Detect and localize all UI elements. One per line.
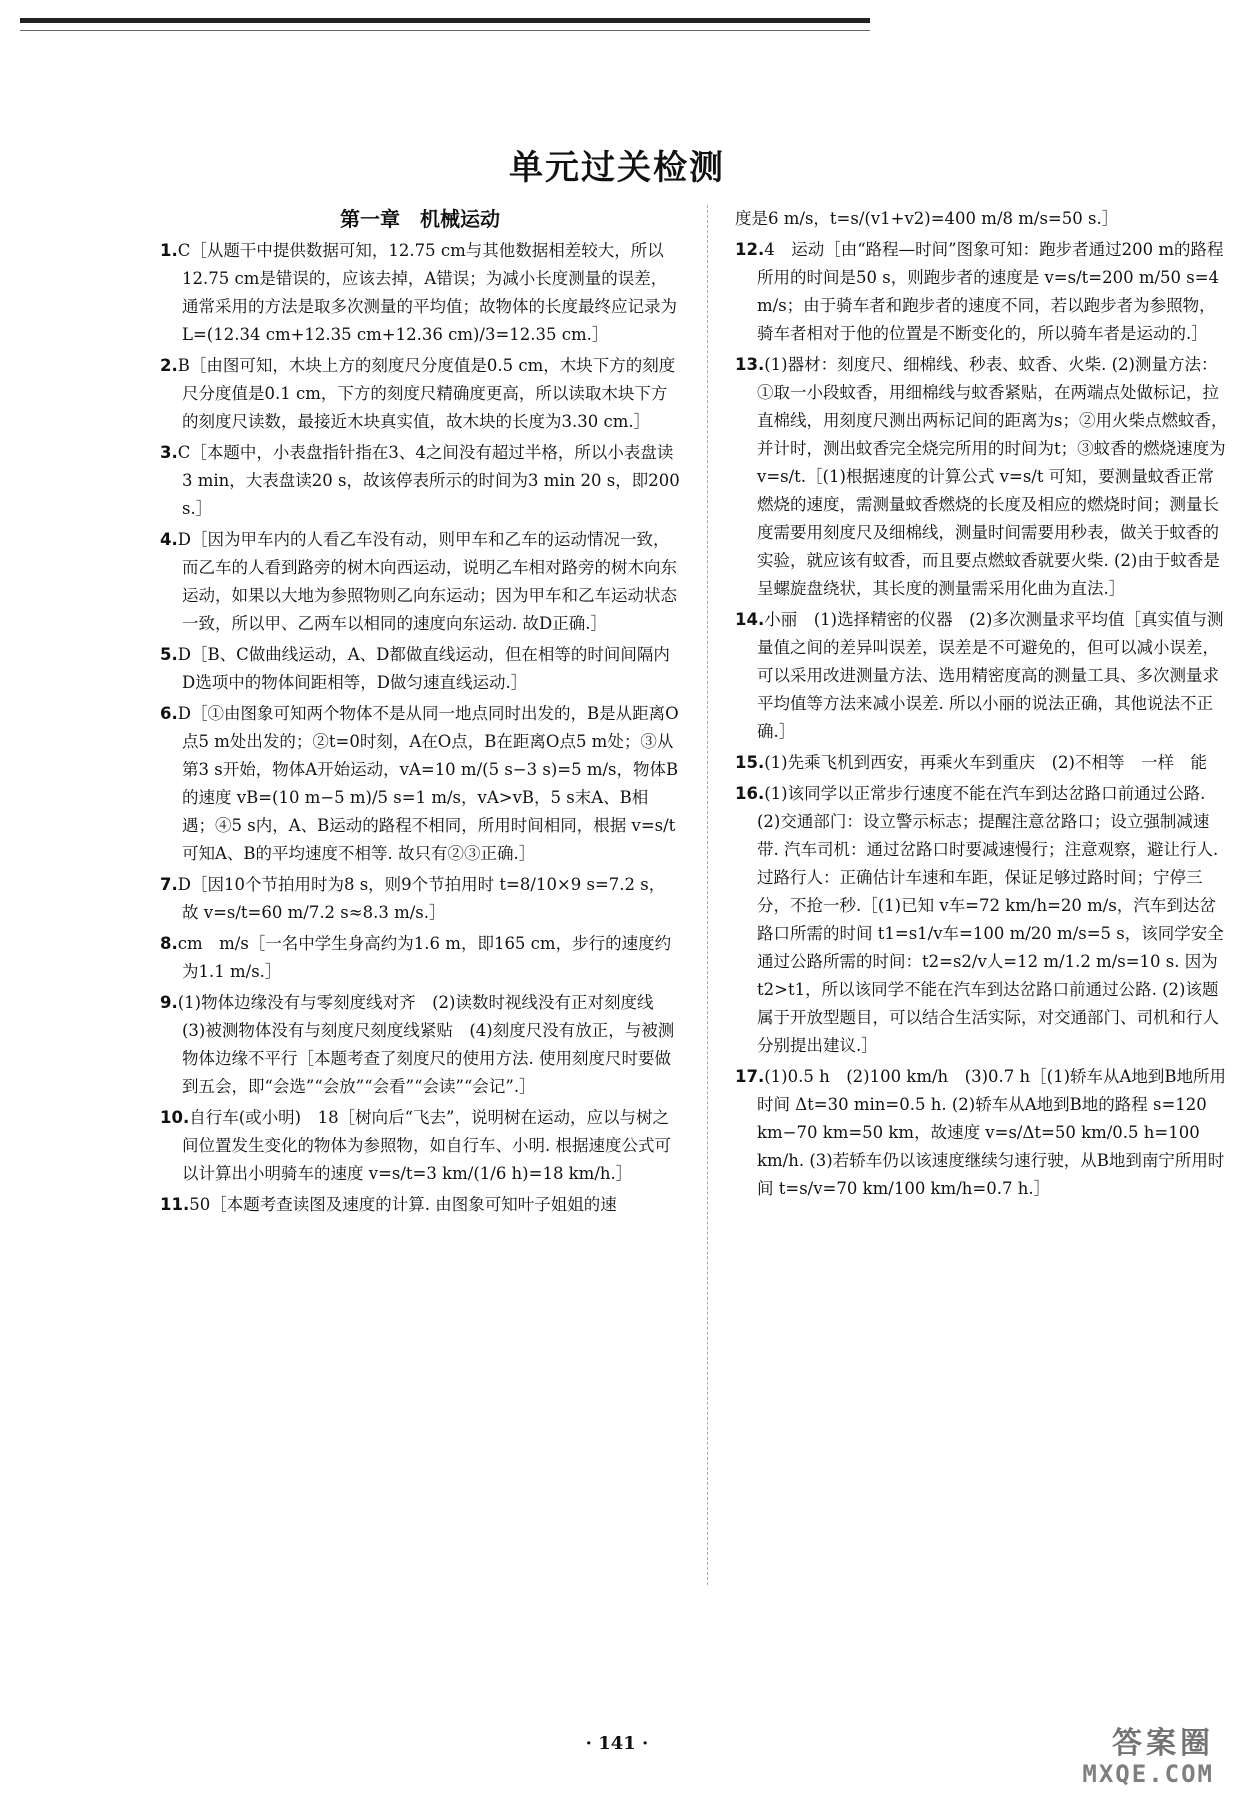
page-title: 单元过关检测	[509, 148, 725, 188]
right-column	[735, 205, 1230, 1206]
answer-text: C［从题干中提供数据可知，12.75 cm与其他数据相差较大，所以12.75 cm是错误的，应该去掉，A错误；为减小长度测量的误差，通常采用的方法是取多次测量的平均值；故物体的长度最终应记录为 L=(12.34 cm+12.35 cm+12.36 cm)/3=12.35 cm.］	[177, 241, 677, 344]
answer-number: 6.	[160, 704, 178, 723]
answer-item	[160, 352, 680, 436]
answer-text: D［①由图象可知两个物体不是从同一地点同时出发的，B是从距离O点5 m处出发的；②t=0时刻，A在O点，B在距离O点5 m处；③从第3 s开始，物体A开始运动，vA=10 m/(5 s−3 s)=5 m/s，物体B的速度 vB=(10 m−5 m)/5 s=1 m/s，vA>vB，5 s末A、B相遇；④5 s内，A、B运动的路程不相同，所用时间相同，根据 v=s/t 可知A、B的平均速度不相等. 故只有②③正确.］	[177, 704, 679, 863]
answer-text: 度是6 m/s，t=s/(v1+v2)=400 m/8 m/s=50 s.］	[735, 209, 1119, 228]
answer-item	[160, 930, 680, 986]
column-divider	[707, 205, 708, 1585]
answer-item	[160, 700, 680, 868]
answer-number: 4.	[160, 530, 178, 549]
answer-number: 17.	[735, 1067, 765, 1086]
answer-number: 2.	[160, 356, 178, 375]
watermark-logo	[1044, 1718, 1214, 1788]
left-answer-list	[160, 237, 680, 1219]
answer-number: 7.	[160, 875, 178, 894]
answer-item	[735, 606, 1230, 746]
chapter-heading: 第一章 机械运动	[340, 207, 500, 231]
answer-item	[735, 1063, 1230, 1203]
answer-text: (1)器材：刻度尺、细棉线、秒表、蚊香、火柴. (2)测量方法：①取一小段蚊香，用细棉线与蚊香紧贴，在两端点处做标记，拉直棉线，用刻度尺测出两标记间的距离为s；②用火柴点燃蚊香，并计时，测出蚊香完全烧完所用的时间为t；③蚊香的燃烧速度为 v=s/t.［(1)根据速度的计算公式 v=s/t 可知，要测量蚊香正常燃烧的速度，需测量蚊香燃烧的长度及相应的燃烧时间；测量长度需要用刻度尺及细棉线，测量时间需要用秒表，做关于蚊香的实验，就应该有蚊香，而且要点燃蚊香就要火柴. (2)由于蚊香是呈螺旋盘绕状，其长度的测量需采用化曲为直法.］	[757, 355, 1228, 598]
answer-number: 9.	[160, 993, 178, 1012]
left-column	[160, 205, 680, 1222]
answer-text: 4 运动［由“路程—时间”图象可知：跑步者通过200 m的路程所用的时间是50 s，则跑步者的速度是 v=s/t=200 m/50 s=4 m/s；由于骑车者和跑步者的速度不同，若以跑步者为参照物，骑车者相对于他的位置是不断变化的，所以骑车者是运动的.］	[757, 240, 1224, 343]
answer-number: 12.	[735, 240, 765, 259]
answer-item	[160, 526, 680, 638]
right-answer-list	[735, 205, 1230, 1203]
page-number: · 141 ·	[585, 1733, 649, 1754]
answer-text: (1)该同学以正常步行速度不能在汽车到达岔路口前通过公路. (2)交通部门：设立警示标志；提醒注意岔路口；设立强制减速带. 汽车司机：通过岔路口时要减速慢行；注意观察，避让行人. 过路行人：正确估计车速和车距，保证足够过路时间；宁停三分，不抢一秒.［(1)已知 v车=72 km/h=20 m/s，汽车到达岔路口所需的时间 t1=s1/v车=100 m/20 m/s=5 s，该同学安全通过公路所需的时间：t2=s2/v人=12 m/1.2 m/s=10 s. 因为 t2>t1，所以该同学不能在汽车到达岔路口前通过公路. (2)该题属于开放型题目，可以结合生活实际，对交通部门、司机和行人分别提出建议.］	[757, 784, 1224, 1055]
answer-number: 14.	[735, 610, 765, 629]
watermark-bottom: MXQE.COM	[1082, 1760, 1214, 1788]
answer-item	[160, 871, 680, 927]
answer-text: (1)0.5 h (2)100 km/h (3)0.7 h［(1)轿车从A地到B地所用时间 Δt=30 min=0.5 h. (2)轿车从A地到B地的路程 s=120 km−70 km=50 km，故速度 v=s/Δt=50 km/0.5 h=100 km/h. (3)若轿车仍以该速度继续匀速行驶，从B地到南宁所用时间 t=s/v=70 km/100 km/h=0.7 h.］	[757, 1067, 1227, 1198]
answer-item	[735, 205, 1230, 233]
answer-text: (1)先乘飞机到西安，再乘火车到重庆 (2)不相等 一样 能	[764, 753, 1207, 772]
answer-text: 小丽 (1)选择精密的仪器 (2)多次测量求平均值［真实值与测量值之间的差异叫误差，误差是不可避免的，但可以减小误差，可以采用改进测量方法、选用精密度高的测量工具、多次测量求平均值等方法来减小误差. 所以小丽的说法正确，其他说法不正确.］	[757, 610, 1224, 741]
answer-number: 3.	[160, 443, 178, 462]
answer-item	[735, 780, 1230, 1060]
answer-number: 11.	[160, 1195, 190, 1214]
answer-item	[735, 749, 1230, 777]
answer-item	[160, 1104, 680, 1188]
answer-text: (1)物体边缘没有与零刻度线对齐 (2)读数时视线没有正对刻度线 (3)被测物体没有与刻度尺刻度线紧贴 (4)刻度尺没有放正，与被测物体边缘不平行［本题考查了刻度尺的使用方法. 使用刻度尺时要做到五会，即“会选”“会放”“会看”“会读”“会记”.］	[177, 993, 675, 1096]
answer-item	[160, 1191, 680, 1219]
answer-number: 1.	[160, 241, 178, 260]
answer-text: D［因10个节拍用时为8 s，则9个节拍用时 t=8/10×9 s=7.2 s，故 v=s/t=60 m/7.2 s≈8.3 m/s.］	[177, 875, 666, 922]
answer-item	[735, 236, 1230, 348]
answer-number: 10.	[160, 1108, 190, 1127]
answer-text: D［因为甲车内的人看乙车没有动，则甲车和乙车的运动情况一致，而乙车的人看到路旁的树木向西运动，说明乙车相对路旁的树木向东运动，如果以大地为参照物则乙向东运动；因为甲车和乙车运动状态一致，所以甲、乙两车以相同的速度向东运动. 故D正确.］	[177, 530, 677, 633]
answer-item	[160, 989, 680, 1101]
answer-text: D［B、C做曲线运动，A、D都做直线运动，但在相等的时间间隔内D选项中的物体间距相等，D做匀速直线运动.］	[177, 645, 670, 692]
answer-text: 50［本题考查读图及速度的计算. 由图象可知叶子姐姐的速	[189, 1195, 617, 1214]
answer-item	[160, 439, 680, 523]
answer-number: 5.	[160, 645, 178, 664]
top-rule	[20, 18, 870, 23]
answer-number: 8.	[160, 934, 178, 953]
answer-number: 16.	[735, 784, 765, 803]
answer-text: C［本题中，小表盘指针指在3、4之间没有超过半格，所以小表盘读3 min，大表盘读20 s，故该停表所示的时间为3 min 20 s，即200 s.］	[177, 443, 680, 518]
top-rule-thin	[20, 30, 870, 31]
watermark-top: 答案圈	[1112, 1726, 1214, 1761]
answer-text: cm m/s［一名中学生身高约为1.6 m，即165 cm，步行的速度约为1.1 m/s.］	[177, 934, 672, 981]
answer-item	[160, 641, 680, 697]
answer-text: B［由图可知，木块上方的刻度尺分度值是0.5 cm，木块下方的刻度尺分度值是0.1 cm，下方的刻度尺精确度更高，所以读取木块下方的刻度尺读数，最接近木块真实值，故木块的长度为3.30 cm.］	[177, 356, 676, 431]
answer-number: 13.	[735, 355, 765, 374]
answer-number: 15.	[735, 753, 765, 772]
answer-item	[160, 237, 680, 349]
answer-text: 自行车(或小明) 18［树向后“飞去”，说明树在运动，应以与树之间位置发生变化的物体为参照物，如自行车、小明. 根据速度公式可以计算出小明骑车的速度 v=s/t=3 km/(1/6 h)=18 km/h.］	[182, 1108, 671, 1183]
answer-item	[735, 351, 1230, 603]
